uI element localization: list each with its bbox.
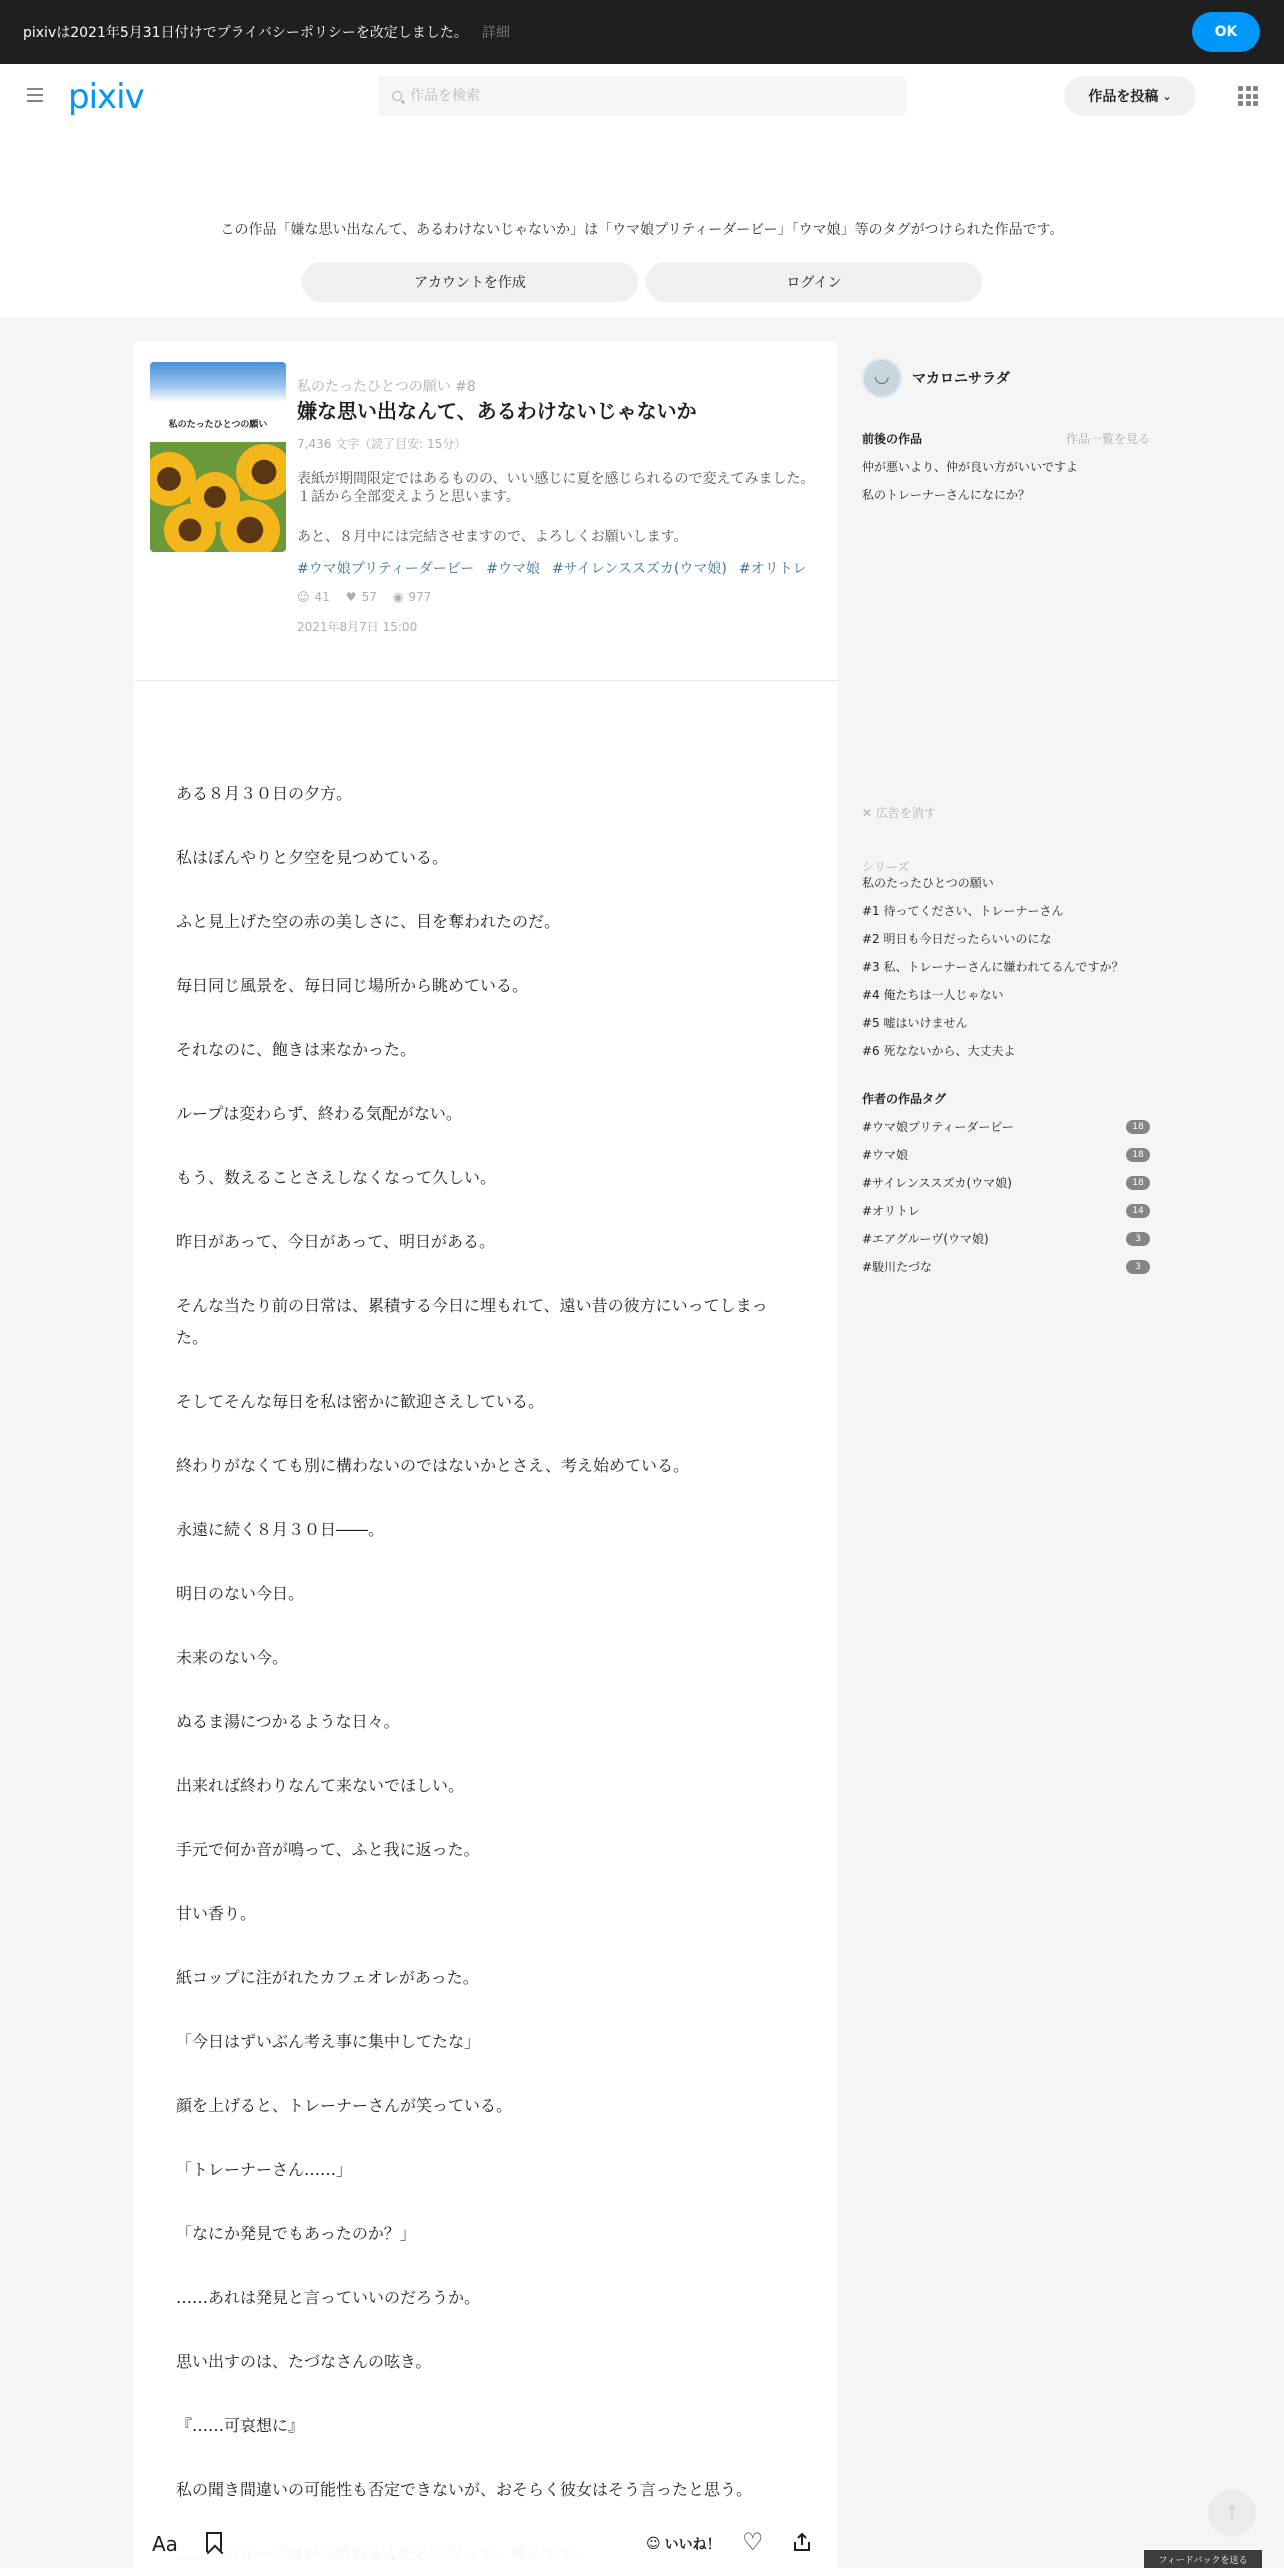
novel-paragraph: それなのに、飽きは来なかった。: [176, 1040, 417, 1059]
novel-paragraph: もう、数えることさえしなくなって久しい。: [176, 1168, 497, 1187]
work-tags: [297, 558, 807, 578]
novel-paragraph: 私はぼんやりと夕空を見つめている。: [176, 848, 449, 867]
series-item[interactable]: #2 明日も今日だったらいいのにな: [862, 932, 1052, 946]
author-tag-name: #オリトレ: [862, 1204, 921, 1218]
novel-paragraph: ある８月３０日の夕方。: [176, 784, 353, 803]
tag-count-badge: 18: [1126, 1120, 1150, 1134]
work-stats: [297, 590, 431, 604]
author-tag-row[interactable]: [862, 1258, 1150, 1275]
author-tag-name: #エアグルーヴ(ウマ娘): [862, 1232, 989, 1246]
novel-paragraph: 永遠に続く８月３０日――。: [176, 1520, 385, 1539]
bookmark-icon[interactable]: [206, 2532, 222, 2552]
novel-paragraph: ふと見上げた空の赤の美しさに、目を奪われたのだ。: [176, 912, 561, 931]
tag-count-badge: 14: [1126, 1204, 1150, 1218]
novel-paragraph: 思い出すのは、たづなさんの呟き。: [176, 2352, 432, 2371]
upload-date: 2021年8月7日 15:00: [297, 620, 418, 634]
series-label: シリーズ: [862, 860, 910, 874]
likes-stat: [297, 590, 330, 604]
author-tag-row[interactable]: [862, 1174, 1150, 1191]
cover-image[interactable]: [150, 362, 286, 552]
bookmarks-stat: [346, 590, 377, 604]
work-main: [134, 342, 838, 2568]
author-tag-row[interactable]: [862, 1230, 1150, 1247]
novel-paragraph: ……あれは発見と言っていいのだろうか。: [176, 2288, 481, 2307]
top-navigation: [0, 64, 1284, 128]
arrow-up-icon: ↑: [1223, 2501, 1241, 2525]
hide-ads-label: 広告を消す: [875, 806, 936, 820]
prev-next-item[interactable]: 仲が悪いより、仲が良い方がいいですよ: [862, 460, 1079, 474]
tag-link[interactable]: #ウマ娘: [486, 561, 540, 577]
novel-paragraph: 「トレーナーさん……」: [176, 2160, 353, 2179]
novel-paragraph: 「なにか発見でもあったのか？」: [176, 2224, 416, 2243]
series-item[interactable]: #5 嘘はいけません: [862, 1016, 968, 1030]
author-tag-name: #ウマ娘: [862, 1148, 909, 1162]
prev-next-item[interactable]: 私のトレーナーさんになにか？: [862, 488, 1031, 502]
smile-icon: ☺: [297, 590, 310, 604]
series-link[interactable]: 私のたったひとつの願い #8: [297, 379, 476, 395]
like-button[interactable]: [646, 2534, 721, 2554]
novel-paragraph: 明日のない今日。: [176, 1584, 305, 1603]
author-tag-name: #サイレンススズカ(ウマ娘): [862, 1176, 1012, 1190]
series-item[interactable]: #4 俺たちは一人じゃない: [862, 988, 1004, 1002]
novel-paragraph: ぬるま湯につかるような日々。: [176, 1712, 400, 1731]
author-tag-row[interactable]: [862, 1202, 1150, 1219]
banner-text: pixivは2021年5月31日付けでプライバシーポリシーを改定しました。: [23, 25, 468, 41]
author-tag-name: #駿川たづな: [862, 1260, 933, 1274]
chevron-down-icon: ⌄: [1162, 89, 1172, 103]
heart-icon: ♥: [345, 590, 357, 604]
tag-link[interactable]: #オリトレ: [738, 561, 807, 577]
share-icon[interactable]: [792, 2532, 812, 2552]
tag-notice-text: この作品「嫌な思い出なんて、あるわけないじゃないか」は「ウマ娘プリティーダービー」「ウマ娘」等のタグがつけられた作品です。: [220, 222, 1064, 238]
post-work-label: 作品を投稿: [1088, 89, 1159, 105]
caption-line-1: 表紙が期間限定ではあるものの、いい感じに夏を感じられるので変えてみました。１話から全部変えようと思います。: [297, 471, 815, 505]
author-tag-row[interactable]: [862, 1146, 1150, 1163]
series-item[interactable]: #1 待ってください、トレーナーさん: [862, 904, 1064, 918]
novel-paragraph: そんな当たり前の日常は、累積する今日に埋もれて、遠い昔の彼方にいってしまった。: [176, 1296, 768, 1347]
author-tag-name: #ウマ娘プリティーダービー: [862, 1120, 1014, 1134]
tag-link[interactable]: #サイレンススズカ(ウマ娘): [551, 561, 727, 577]
bookmark-heart-icon[interactable]: ♡: [742, 2528, 764, 2556]
menu-icon[interactable]: [27, 88, 43, 102]
search-icon: [392, 91, 402, 101]
cover-sky: [150, 362, 286, 402]
smile-icon: ☺: [646, 2536, 661, 2552]
pixiv-logo[interactable]: pixiv: [68, 77, 144, 117]
banner-details-link[interactable]: 詳細: [481, 25, 510, 41]
divider: [134, 680, 838, 681]
tag-link[interactable]: #ウマ娘プリティーダービー: [297, 561, 475, 577]
sunflower-field: [150, 442, 286, 552]
avatar[interactable]: [862, 358, 902, 398]
works-list-link[interactable]: 作品一覧を見る: [1065, 432, 1150, 446]
novel-paragraph: 昨日があって、今日があって、明日がある。: [176, 1232, 496, 1251]
banner-ok-button[interactable]: OK: [1192, 12, 1260, 52]
scroll-to-top-button[interactable]: [1208, 2489, 1256, 2537]
series-name[interactable]: 私のたったひとつの願い: [862, 876, 994, 890]
close-icon: ✕: [862, 806, 873, 820]
author-tags-heading: 作者の作品タグ: [862, 1092, 947, 1106]
novel-paragraph: 終わりがなくても別に構わないのではないかとさえ、考え始めている。: [176, 1456, 689, 1475]
reading-toolbar: [134, 2520, 838, 2568]
novel-paragraph: ループは変わらず、終わる気配がない。: [176, 1104, 462, 1123]
novel-paragraph: 私の聞き間違いの可能性も否定できないが、おそらく彼女はそう言ったと思う。: [176, 2480, 753, 2499]
author-link[interactable]: [862, 358, 1010, 398]
novel-paragraph: そしてそんな毎日を私は密かに歓迎さえしている。: [176, 1392, 545, 1411]
font-settings-button[interactable]: Aa: [152, 2532, 178, 2556]
post-work-button[interactable]: [1064, 76, 1196, 116]
apps-grid-icon[interactable]: [1238, 86, 1258, 106]
views-count: 977: [408, 590, 432, 604]
likes-count: 41: [314, 590, 330, 604]
bookmarks-count: 57: [361, 590, 377, 604]
novel-paragraph: 「今日はずいぶん考え事に集中してたな」: [176, 2032, 481, 2051]
novel-paragraph: 顔を上げると、トレーナーさんが笑っている。: [176, 2096, 513, 2115]
search-input[interactable]: [410, 88, 850, 104]
create-account-button[interactable]: アカウントを作成: [302, 262, 638, 302]
novel-paragraph: 手元で何か音が鳴って、ふと我に返った。: [176, 1840, 480, 1859]
hide-ads-link[interactable]: [862, 804, 936, 821]
tag-count-badge: 3: [1126, 1232, 1150, 1246]
author-name[interactable]: マカロニサラダ: [912, 371, 1010, 387]
caption-line-2: あと、８月中には完結させますので、よろしくお願いします。: [297, 529, 688, 545]
tag-count-badge: 3: [1126, 1260, 1150, 1274]
series-item[interactable]: #3 私、トレーナーさんに嫌われてるんですか？: [862, 960, 1124, 974]
tag-notice: [0, 128, 1284, 318]
views-stat: [393, 590, 431, 604]
feedback-button[interactable]: フィードバックを送る: [1144, 2550, 1262, 2568]
privacy-banner: [0, 0, 1284, 64]
login-button[interactable]: ログイン: [646, 262, 982, 302]
novel-paragraph: 未来のない今。: [176, 1648, 289, 1667]
tag-count-badge: 18: [1126, 1176, 1150, 1190]
work-title: 嫌な思い出なんて、あるわけないじゃないか: [297, 399, 697, 423]
cover-title: 私のたったひとつの願い: [168, 420, 268, 430]
novel-paragraph: 『……可哀想に』: [176, 2416, 305, 2435]
novel-paragraph: 毎日同じ風景を、毎日同じ場所から眺めている。: [176, 976, 529, 995]
like-label: いいね！: [664, 2537, 721, 2553]
novel-text: [176, 778, 796, 2568]
eye-icon: ◉: [392, 590, 404, 604]
series-item[interactable]: #6 死なないから、大丈夫よ: [862, 1044, 1016, 1058]
author-tag-row[interactable]: [862, 1118, 1150, 1135]
novel-paragraph: 紙コップに注がれたカフェオレがあった。: [176, 1968, 479, 1987]
tag-count-badge: 18: [1126, 1148, 1150, 1162]
char-count: 7,436 文字（読了目安: 15分）: [297, 437, 467, 451]
novel-paragraph: 出来れば終わりなんて来ないでほしい。: [176, 1776, 465, 1795]
search-box[interactable]: [378, 76, 906, 116]
prev-next-heading: 前後の作品: [862, 432, 923, 446]
novel-paragraph: 甘い香り。: [176, 1904, 257, 1923]
